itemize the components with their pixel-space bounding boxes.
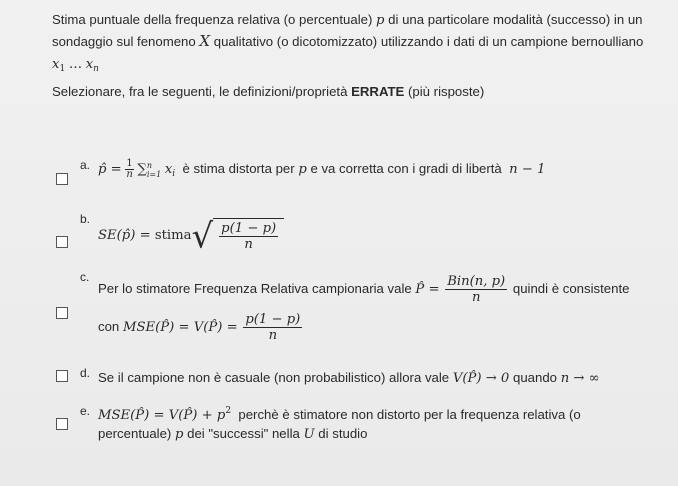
option-a-text: p̂ = $\frac{1}{n}$ ∑ n i=1 $x_i$ è stima distorta per p e va corretta con i gradi di libertà n − 1 bbox=[98, 158, 546, 180]
option-d-letter: d. bbox=[80, 366, 91, 380]
question-text bbox=[52, 10, 662, 79]
option-c-letter: c. bbox=[80, 270, 90, 284]
option-e-line-2: percentuale) p dei "successi" nella U di studio bbox=[98, 426, 368, 442]
option-a-checkbox[interactable] bbox=[56, 173, 68, 185]
option-e-line-1: MSE(P̂) = V(P̂) + $p^2$ perchè è stimatore non distorto per la frequenza relativa (o bbox=[98, 406, 581, 423]
question-line-1: Stima puntuale della frequenza relativa (o percentuale) p di una particolare modalità (successo) in un bbox=[52, 12, 643, 28]
option-c-line-2: con MSE(P̂) = V(P̂) = $\frac{p(1 - p)}{n}$ bbox=[98, 312, 301, 343]
option-d-checkbox[interactable] bbox=[56, 370, 68, 382]
option-e-checkbox[interactable] bbox=[56, 418, 68, 430]
instruction-text: Selezionare, fra le seguenti, le definizioni/proprietà ERRATE (più risposte) bbox=[52, 84, 485, 99]
question-line-2: sondaggio sul fenomeno X qualitativo (o dicotomizzato) utilizzando i dati di un campione bernoulliano bbox=[52, 32, 644, 50]
option-b-formula: SE(p̂) = stima√ $\frac{p(1 - p)}{n}$ bbox=[98, 218, 284, 254]
option-a-letter: a. bbox=[80, 158, 91, 172]
option-e-letter: e. bbox=[80, 404, 91, 418]
option-b-checkbox[interactable] bbox=[56, 236, 68, 248]
option-b-letter: b. bbox=[80, 212, 91, 226]
option-c-checkbox[interactable] bbox=[56, 307, 68, 319]
sample-notation: $x_1$ … $x_n$ bbox=[52, 57, 99, 74]
option-d-text: Se il campione non è casuale (non probabilistico) allora vale V(P̂) → 0 quando n → ∞ bbox=[98, 370, 600, 386]
option-c-line-1: Per lo stimatore Frequenza Relativa campionaria vale P̂ = $\frac{\text{Bin(n, p)}}{n}$ quindi è consistente bbox=[98, 274, 630, 305]
